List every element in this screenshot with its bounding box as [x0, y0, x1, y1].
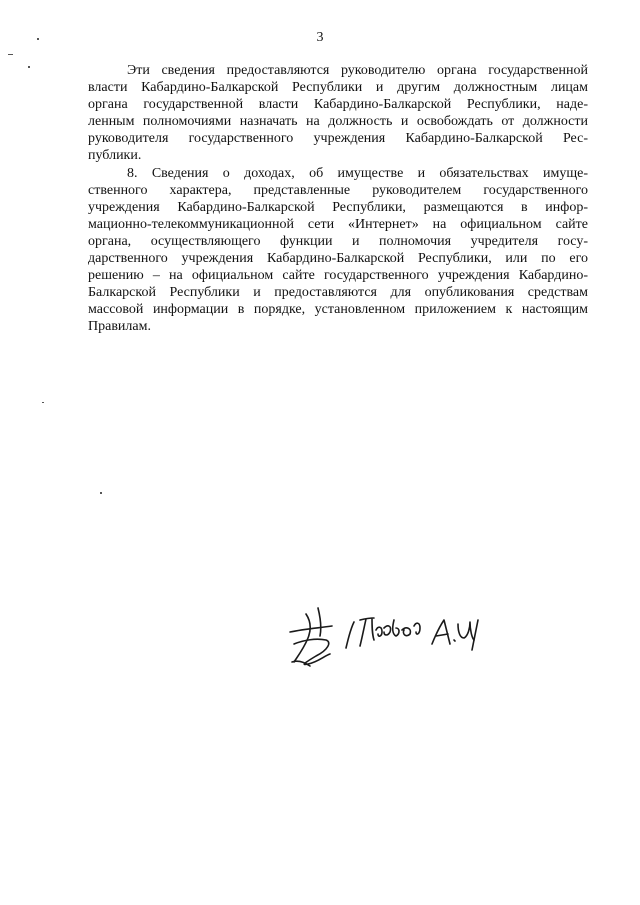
- scan-speck: [100, 492, 102, 494]
- handwritten-signature: [284, 600, 484, 680]
- text-line: Эти сведения предоставляются руководителю органа государственной: [127, 63, 588, 78]
- paragraph-2: [88, 165, 588, 336]
- text-line: Балкарской Республики и предоставляются для опубликования средствам: [88, 285, 588, 301]
- scan-speck: [42, 402, 44, 403]
- text-line: органа, осуществляющего функции и полномочия учредителя госу-: [88, 233, 588, 249]
- text-line: учреждения Кабардино-Балкарской Республики, размещаются в инфор-: [88, 199, 588, 215]
- document-body: [88, 62, 588, 336]
- text-line: мационно-телекоммуникационной сети «Интернет» на официальном сайте: [88, 216, 588, 232]
- page-number: 3: [316, 30, 324, 45]
- text-line: власти Кабардино-Балкарской Республики и другим должностным лицам: [88, 80, 588, 96]
- text-line: решению – на официальном сайте государственного учреждения Кабардино-: [88, 268, 588, 284]
- paragraph-1: [88, 62, 588, 165]
- text-line: ственного характера, представленные руководителем государственного: [88, 182, 588, 198]
- scan-speck: [8, 54, 13, 55]
- text-line: 8. Сведения о доходах, об имуществе и обязательствах имуще-: [127, 165, 588, 181]
- text-line: ленным полномочиями назначать на должность и освобождать от должности: [88, 114, 588, 130]
- text-line: руководителя государственного учреждения Кабардино-Балкарской Рес-: [88, 131, 588, 147]
- text-line: массовой информации в порядке, установленном приложением к настоящим: [88, 302, 588, 318]
- text-line: публики.: [88, 148, 142, 164]
- text-line: органа государственной власти Кабардино-Балкарской Республики, наде-: [88, 97, 588, 113]
- text-line: Правилам.: [88, 319, 151, 335]
- text-line: дарственного учреждения Кабардино-Балкарской Республики, или по его: [88, 251, 588, 267]
- scan-speck: [37, 38, 39, 40]
- scan-speck: [28, 66, 30, 68]
